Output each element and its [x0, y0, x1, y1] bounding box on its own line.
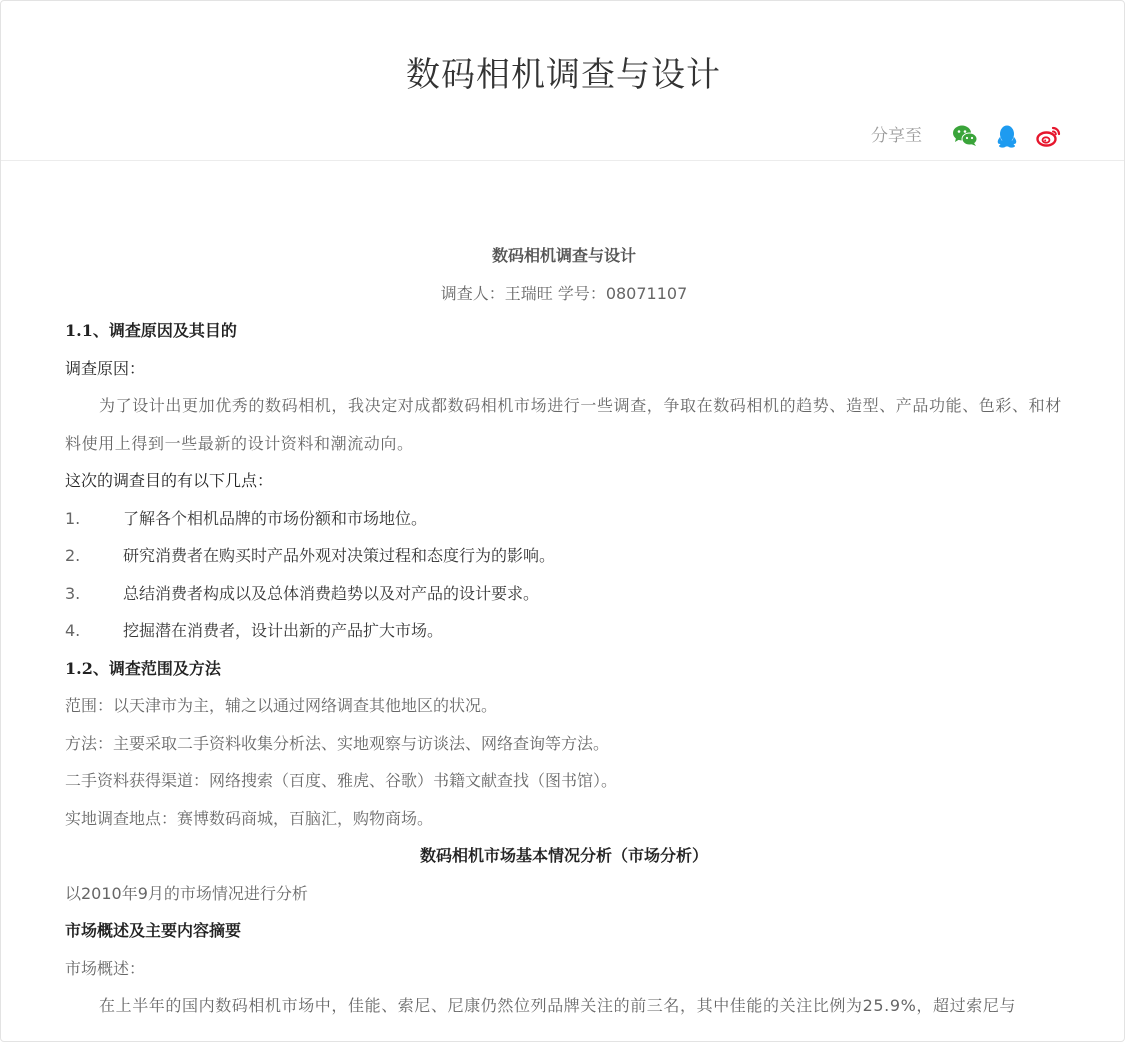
secondary-sources-text: 二手资料获得渠道：网络搜索（百度、雅虎、谷歌）书籍文献查找（图书馆）。 — [65, 771, 618, 790]
list-text: 总结消费者构成以及总体消费趋势以及对产品的设计要求。 — [123, 583, 540, 603]
survey-sites-text: 实地调查地点：赛博数码商城，百脑汇，购物商场。 — [65, 808, 434, 828]
article-title: 数码相机调查与设计 — [491, 246, 636, 265]
method-text: 方法：主要采取二手资料收集分析法、实地观察与访谈法、网络查询等方法。 — [65, 733, 610, 753]
share-bar — [871, 121, 1062, 151]
list-text: 研究消费者在购买时产品外观对决策过程和态度行为的影响。 — [123, 546, 556, 565]
weibo-icon[interactable] — [1036, 123, 1062, 149]
market-basis-text: 以2010年9月的市场情况进行分析 — [65, 883, 308, 903]
overview-label: 市场概述： — [65, 958, 146, 978]
list-number: 4. — [65, 621, 81, 640]
list-text: 挖掘潜在消费者，设计出新的产品扩大市场。 — [123, 621, 444, 640]
list-item — [65, 575, 1063, 613]
article-header — [1, 1, 1124, 161]
byline: 调查人：王瑞旺 学号：08071107 — [440, 283, 688, 303]
list-text: 了解各个相机品牌的市场份额和市场地位。 — [123, 508, 428, 528]
reason-paragraph: 为了设计出更加优秀的数码相机，我决定对成都数码相机市场进行一些调查，争取在数码相机的趋势、造型、产品功能、色彩、和材料使用上得到一些最新的设计资料和潮流动向。 — [65, 396, 1062, 453]
wechat-icon[interactable] — [952, 123, 978, 149]
market-heading: 数码相机市场基本情况分析（市场分析） — [419, 846, 708, 865]
overview-paragraph: 在上半年的国内数码相机市场中，佳能、索尼、尼康仍然位列品牌关注的前三名，其中佳能的关注比例为25.9%，超过索尼与 — [99, 996, 1017, 1015]
overview-heading: 市场概述及主要内容摘要 — [65, 921, 242, 940]
list-number: 1. — [65, 508, 81, 528]
reason-label: 调查原因： — [65, 358, 146, 378]
section-heading: 1.2、调查范围及方法 — [65, 658, 221, 678]
goals-intro: 这次的调查目的有以下几点： — [65, 471, 274, 490]
list-item — [65, 612, 1063, 650]
share-label: 分享至 — [871, 126, 922, 146]
article-body — [65, 237, 1063, 1025]
list-number: 2. — [65, 546, 81, 565]
section-heading: 1.1、调查原因及其目的 — [65, 321, 237, 340]
scope-text: 范围：以天津市为主，辅之以通过网络调查其他地区的状况。 — [65, 696, 498, 715]
list-item — [65, 500, 1063, 538]
list-item — [65, 537, 1063, 575]
list-number: 3. — [65, 583, 81, 603]
page-title: 数码相机调查与设计 — [406, 55, 721, 95]
qq-icon[interactable] — [994, 123, 1020, 149]
